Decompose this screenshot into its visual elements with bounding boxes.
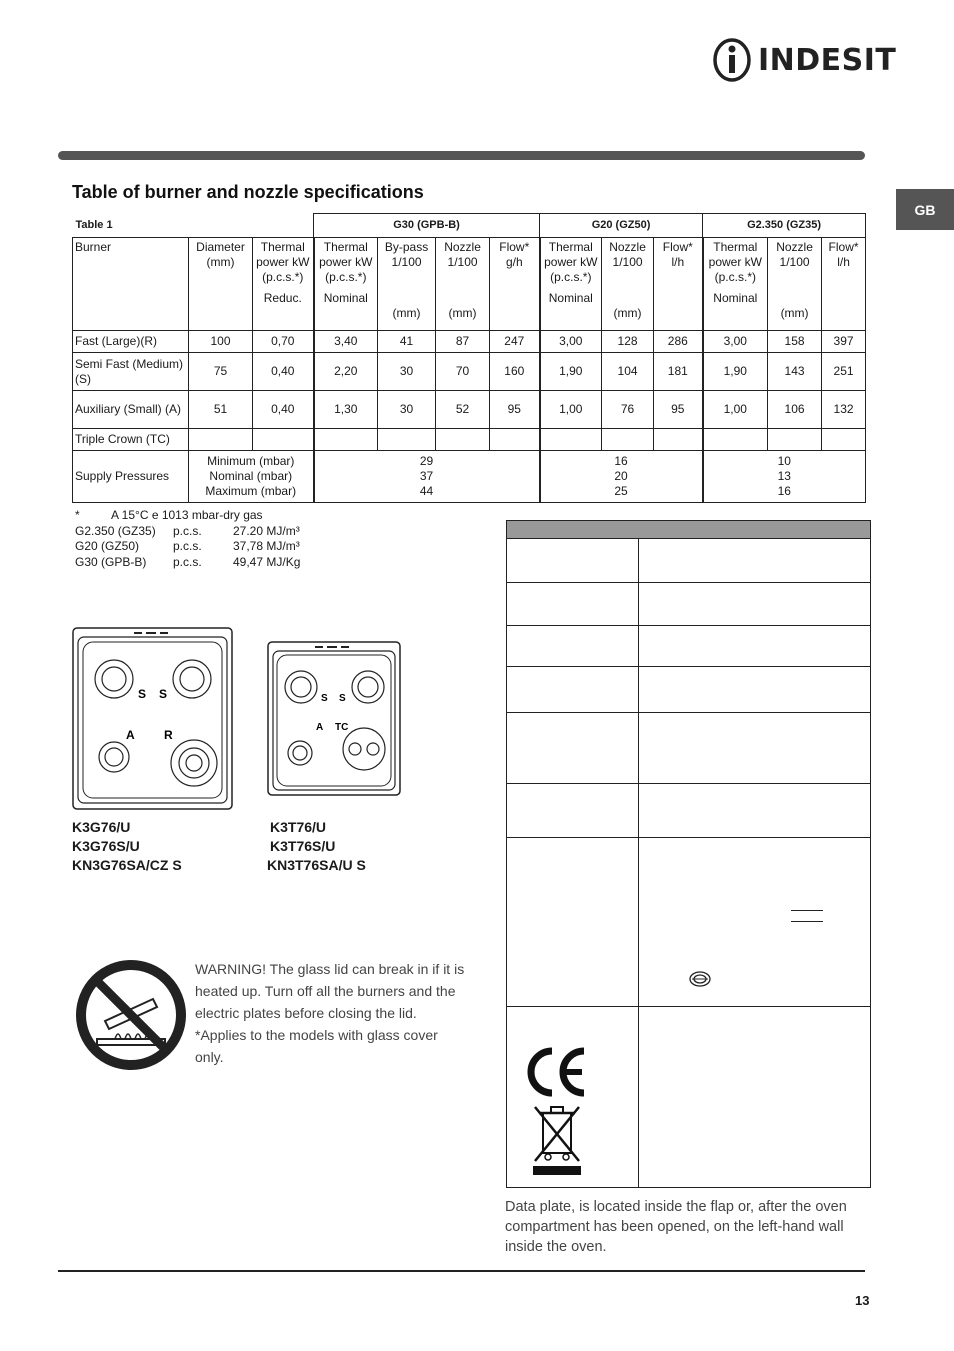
header-g2350-nozzle-mm: (mm)	[780, 306, 809, 320]
supply-g2350	[703, 451, 866, 503]
footnote-line	[75, 524, 300, 540]
data-plate-value-cell	[639, 838, 870, 1006]
table-cell: 0,40	[253, 353, 314, 391]
burner-label: S	[138, 687, 147, 701]
header-g30-nominal: Nominal	[323, 291, 368, 305]
model-name: KN3G76SA/CZ S	[72, 857, 182, 873]
data-plate-label-cell	[507, 667, 639, 712]
header-g2350-nominal: Nominal	[713, 291, 758, 305]
page-number: 13	[855, 1293, 870, 1308]
table-cell: 1,30	[314, 391, 378, 429]
header-g20-thermal	[540, 238, 602, 331]
burner-label: TC	[335, 722, 349, 733]
header-g30-thermal-text: Thermal power kW (p.c.s.*)	[319, 240, 373, 284]
supply-value: 20	[614, 469, 628, 483]
table-cell: 1,90	[703, 353, 768, 391]
table-caption-row	[73, 214, 866, 238]
supply-min-label: Minimum (mbar)	[207, 454, 295, 468]
table-cell: 397	[822, 331, 866, 353]
header-g2350-flow: Flow* l/h	[822, 238, 866, 331]
table-cell: 3,00	[540, 331, 602, 353]
data-plate-label-cell	[507, 539, 639, 582]
header-g30-nozzle-text: Nozzle 1/100	[444, 240, 481, 269]
table-cell	[378, 429, 436, 451]
table-cell	[654, 429, 703, 451]
weee-bin-icon	[531, 1103, 583, 1177]
gas-footnotes	[75, 508, 300, 570]
table-cell: 286	[654, 331, 703, 353]
table-cell	[768, 429, 822, 451]
burner-specs-table	[72, 213, 866, 503]
table-cell: 51	[189, 391, 253, 429]
table-cell: 158	[768, 331, 822, 353]
header-burner: Burner	[73, 238, 189, 331]
header-g20-thermal-text: Thermal power kW (p.c.s.*)	[544, 240, 598, 284]
table-cell: 0,70	[253, 331, 314, 353]
data-plate-caption: Data plate, is located inside the flap or, after the oven compartment has been opened, on the left-hand wall inside the oven.	[505, 1199, 847, 1255]
row-burner-label: Auxiliary (Small) (A)	[73, 391, 189, 429]
table-cell: 143	[768, 353, 822, 391]
data-plate-row	[507, 784, 870, 838]
header-thermal-text: Thermal power kW (p.c.s.*)	[256, 240, 310, 284]
footnote-value: 49,47 MJ/Kg	[233, 554, 301, 569]
footnote-gas: G30 (GPB-B)	[75, 554, 147, 569]
model-name: K3G76S/U	[72, 838, 140, 854]
table-cell	[314, 429, 378, 451]
table-cell: 3,40	[314, 331, 378, 353]
supply-label: Supply Pressures	[73, 451, 189, 503]
table-cell: 132	[822, 391, 866, 429]
data-plate-row	[507, 1007, 870, 1187]
data-plate-value-cell	[639, 784, 870, 837]
data-plate	[506, 520, 871, 1188]
model-name: K3T76S/U	[270, 838, 336, 854]
group-header-g20: G20 (GZ50)	[540, 214, 703, 238]
data-plate-label-cell	[507, 784, 639, 837]
table-cell: 75	[189, 353, 253, 391]
table-cell: 2,20	[314, 353, 378, 391]
table-cell: 1,90	[540, 353, 602, 391]
table-cell	[490, 429, 540, 451]
footnote-gas: G20 (GZ50)	[75, 539, 140, 553]
footnote-gas: G2.350 (GZ35)	[75, 523, 156, 538]
data-plate-value-cell	[639, 713, 870, 783]
table-cell: 95	[490, 391, 540, 429]
header-bypass	[378, 238, 436, 331]
footnote-line	[75, 555, 300, 571]
header-reduc: Reduc.	[263, 291, 302, 305]
table-row	[73, 391, 866, 429]
header-g30-nozzle	[436, 238, 490, 331]
fraction-lines	[791, 910, 823, 922]
header-bypass-mm: (mm)	[392, 306, 421, 320]
header-g30-thermal	[314, 238, 378, 331]
footnote-pcs: p.c.s.	[173, 539, 202, 553]
table-cell: 95	[654, 391, 703, 429]
footnote-star: *	[75, 508, 80, 522]
data-plate-value-cell	[639, 583, 870, 625]
model-name: K3G76/U	[72, 819, 131, 835]
table-row	[73, 429, 866, 451]
table-cell: 128	[602, 331, 654, 353]
data-plate-value-cell	[639, 667, 870, 712]
ce-mark-icon	[522, 1045, 588, 1099]
header-g20-nozzle-mm: (mm)	[613, 306, 642, 320]
header-g2350-thermal	[703, 238, 768, 331]
data-plate-row	[507, 713, 870, 784]
row-burner-label: Semi Fast (Medium) (S)	[73, 353, 189, 391]
header-divider	[58, 151, 865, 160]
table-cell	[189, 429, 253, 451]
supply-value: 29	[419, 454, 434, 468]
model-list-right	[267, 818, 366, 875]
no-heat-glass-lid-warning-icon	[75, 959, 187, 1071]
data-plate-row	[507, 539, 870, 583]
table-cell: 160	[490, 353, 540, 391]
header-g20-nominal: Nominal	[548, 291, 593, 305]
group-header-g30: G30 (GPB-B)	[314, 214, 540, 238]
supply-g20	[540, 451, 703, 503]
data-plate-row	[507, 667, 870, 713]
table-cell	[822, 429, 866, 451]
table-cell: 76	[602, 391, 654, 429]
burner-label: S	[321, 693, 328, 704]
supply-value: 37	[419, 469, 434, 483]
header-bypass-text: By-pass 1/100	[384, 240, 429, 269]
model-list-left	[72, 818, 182, 875]
footnote-line	[75, 539, 300, 555]
table-cell: 251	[822, 353, 866, 391]
footnote-value: 37,78 MJ/m³	[233, 539, 300, 553]
data-plate-row	[507, 583, 870, 626]
header-thermal-reduc	[253, 238, 314, 331]
table-cell: 3,00	[703, 331, 768, 353]
header-g20-nozzle-text: Nozzle 1/100	[609, 240, 646, 269]
data-plate-value-cell	[639, 539, 870, 582]
table-cell: 41	[378, 331, 436, 353]
footnote-star-row	[75, 508, 300, 524]
burner-label: A	[316, 722, 324, 733]
table-cell: 30	[378, 353, 436, 391]
supply-g30	[314, 451, 540, 503]
model-name: KN3T76SA/U S	[267, 857, 366, 873]
table-cell	[602, 429, 654, 451]
supply-value: 25	[614, 484, 628, 498]
data-plate-header	[507, 521, 870, 539]
header-g30-nozzle-mm: (mm)	[448, 306, 477, 320]
table-cell: 1,00	[540, 391, 602, 429]
table-cell: 30	[378, 391, 436, 429]
brand-name: INDESIT	[758, 42, 897, 78]
supply-value: 44	[419, 484, 434, 498]
data-plate-label-cell	[507, 1007, 639, 1187]
data-plate-label-cell	[507, 583, 639, 625]
indesit-logo-mark-icon	[712, 38, 752, 82]
header-g2350-nozzle	[768, 238, 822, 331]
footnote-pcs: p.c.s.	[173, 523, 202, 538]
burner-label: R	[164, 728, 173, 742]
table-cell: 100	[189, 331, 253, 353]
supply-value: 10	[777, 454, 791, 468]
language-tab: GB	[896, 189, 954, 230]
table-cell: 181	[654, 353, 703, 391]
table-cell: 0,40	[253, 391, 314, 429]
glass-lid-warning: WARNING! The glass lid can break in if it is heated up. Turn off all the burners and the electric plates before closing the lid. *Applies to the models with glass cover only.	[195, 961, 465, 1065]
table-row	[73, 331, 866, 353]
table-cell: 70	[436, 353, 490, 391]
data-plate-row	[507, 626, 870, 667]
table-row	[73, 353, 866, 391]
supply-value: 16	[614, 454, 628, 468]
table-cell: 247	[490, 331, 540, 353]
footnote-star-text: A 15°C e 1013 mbar-dry gas	[111, 508, 263, 522]
footnote-value: 27.20 MJ/m³	[233, 523, 300, 538]
burner-label: A	[126, 728, 135, 742]
header-flow-gh: Flow* g/h	[490, 238, 540, 331]
table-caption: Table 1	[75, 218, 113, 231]
double-insulation-icon	[688, 970, 712, 988]
header-g20-nozzle	[602, 238, 654, 331]
header-g2350-nozzle-text: Nozzle 1/100	[776, 240, 813, 269]
burner-label: S	[159, 687, 168, 701]
footer-divider	[58, 1270, 865, 1272]
cooktop-4-burner-diagram	[72, 627, 234, 811]
data-plate-value-cell	[639, 626, 870, 666]
row-burner-label: Fast (Large)(R)	[73, 331, 189, 353]
table-cell	[703, 429, 768, 451]
table-cell: 106	[768, 391, 822, 429]
table-cell	[436, 429, 490, 451]
header-diameter: Diameter (mm)	[189, 238, 253, 331]
table-cell	[253, 429, 314, 451]
supply-value: 16	[777, 484, 791, 498]
data-plate-label-cell	[507, 838, 639, 1006]
model-name: K3T76/U	[270, 819, 327, 835]
table-cell: 52	[436, 391, 490, 429]
supply-max-label: Maximum (mbar)	[205, 484, 297, 498]
table-cell: 104	[602, 353, 654, 391]
supply-value: 13	[777, 469, 791, 483]
row-burner-label: Triple Crown (TC)	[73, 429, 189, 451]
table-cell: 1,00	[703, 391, 768, 429]
indesit-logo	[712, 38, 896, 82]
header-g20-flow: Flow* l/h	[654, 238, 703, 331]
data-plate-label-cell	[507, 713, 639, 783]
data-plate-value-cell	[639, 1007, 870, 1187]
data-plate-row	[507, 838, 870, 1007]
column-header-row	[73, 238, 866, 331]
table-cell: 87	[436, 331, 490, 353]
page-title: Table of burner and nozzle specifications	[72, 182, 424, 202]
supply-nom-label: Nominal (mbar)	[209, 469, 293, 483]
supply-labels	[189, 451, 314, 503]
header-g2350-thermal-text: Thermal power kW (p.c.s.*)	[708, 240, 762, 284]
footnote-pcs: p.c.s.	[173, 554, 202, 569]
burner-label: S	[339, 693, 346, 704]
group-header-g2350: G2.350 (GZ35)	[703, 214, 866, 238]
cooktop-triple-crown-diagram	[267, 641, 402, 797]
data-plate-label-cell	[507, 626, 639, 666]
supply-pressures-row	[73, 451, 866, 503]
table-cell	[540, 429, 602, 451]
